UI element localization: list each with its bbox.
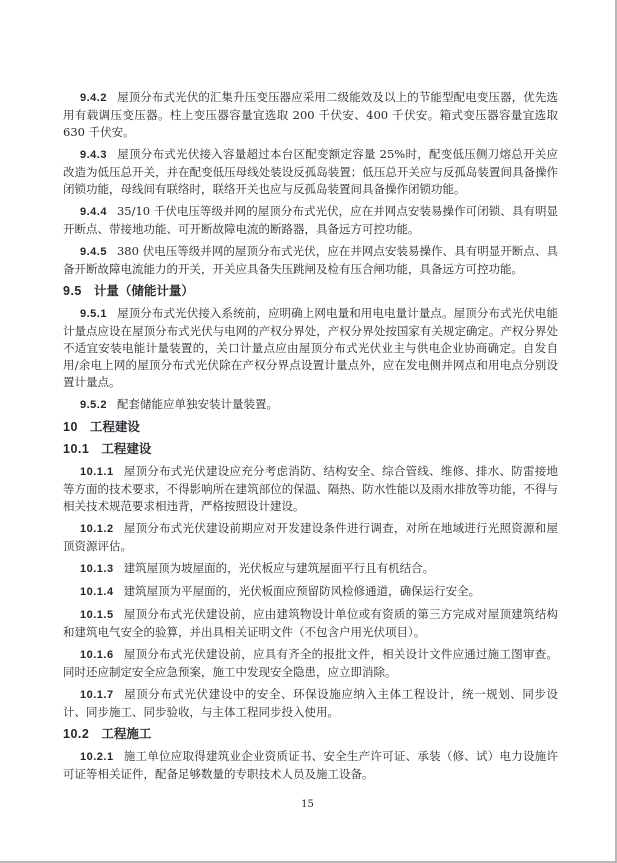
- section-number: 9.5.2: [80, 399, 107, 411]
- section-number: 10.2: [63, 727, 90, 741]
- section-text: 工程建设: [101, 442, 152, 456]
- page-number: 15: [301, 799, 314, 810]
- section-number: 10.1: [63, 442, 90, 456]
- section-number: 10.1.2: [80, 523, 114, 535]
- section-text: 屋顶分布式光伏的汇集升压变压器应采用二级能效及以上的节能型配电变压器，优先选用有载调压变压器。柱上变压器容量宜选取 200 千伏安、400 千伏安。箱式变压器容量宜选取 630 千伏安。: [63, 90, 558, 139]
- section-text: 屋顶分布式光伏建设前期应对开发建设条件进行调查，对所在地域进行光照资源和屋顶资源评估。: [63, 521, 558, 553]
- clause-paragraph: [63, 396, 558, 414]
- section-heading: [63, 283, 558, 300]
- section-text: 屋顶分布式光伏接入容量超过本台区配变额定容量 25%时，配变低压侧刀熔总开关应改造为低压总开关，并在配变低压母线处装设反孤岛装置；低压总开关应与反孤岛装置间具备操作闭锁功能，母线间有联络时，联络开关也应与反孤岛装置间具备操作闭锁功能。: [63, 147, 558, 196]
- section-text: 计量（储能计量）: [93, 284, 194, 298]
- section-number: 10.1.1: [80, 466, 114, 478]
- section-heading: [63, 726, 558, 743]
- section-text: 屋顶分布式光伏接入系统前，应明确上网电量和用电电量计量点。屋顶分布式光伏电能计量点应设在屋顶分布式光伏与电网的产权分界处，产权分界处按国家有关规定确定。产权分界处不适宜安装电能计量装置的，关口计量点应由屋顶分布式光伏业主与供电企业协商确定。自发自用/余电上网的屋顶分布式光伏除在产权分界点设置计量点外，应在发电侧并网点和用电点分别设置计量点。: [63, 306, 558, 389]
- section-number: 9.5: [63, 284, 82, 298]
- section-heading: [63, 419, 558, 436]
- clause-paragraph: [63, 606, 558, 641]
- document-body: [63, 89, 558, 783]
- section-number: 9.4.5: [80, 246, 107, 258]
- section-number: 10.1.6: [80, 649, 114, 661]
- section-text: 屋顶分布式光伏建设前，应具有齐全的报批文件，相关设计文件应通过施工图审查。同时还应制定安全应急预案，施工中发现安全隐患，应立即消除。: [63, 647, 558, 679]
- clause-paragraph: [63, 89, 558, 141]
- clause-paragraph: [63, 748, 558, 783]
- section-text: 建筑屋顶为平屋面的，光伏板面应预留防风检修通道，确保运行安全。: [123, 584, 481, 598]
- clause-paragraph: [63, 463, 558, 515]
- section-number: 10.1.5: [80, 609, 114, 621]
- section-heading: [63, 441, 558, 458]
- section-number: 10.1.3: [80, 563, 114, 575]
- section-text: 工程施工: [101, 727, 152, 741]
- clause-paragraph: [63, 203, 558, 238]
- clause-paragraph: [63, 646, 558, 681]
- clause-paragraph: [63, 520, 558, 555]
- clause-paragraph: [63, 686, 558, 721]
- section-text: 屋顶分布式光伏建设前，应由建筑物设计单位或有资质的第三方完成对屋顶建筑结构和建筑电气安全的验算，并出具相关证明文件（不包含户用光伏项目）。: [63, 607, 558, 639]
- section-number: 10.1.4: [80, 586, 114, 598]
- section-text: 施工单位应取得建筑业企业资质证书、安全生产许可证、承装（修、试）电力设施许可证等相关证件，配备足够数量的专职技术人员及施工设备。: [63, 749, 558, 781]
- section-text: 工程建设: [89, 420, 140, 434]
- clause-paragraph: [63, 560, 558, 578]
- clause-paragraph: [63, 243, 558, 278]
- clause-paragraph: [63, 146, 558, 198]
- section-number: 10: [63, 420, 78, 434]
- section-text: 建筑屋顶为坡屋面的，光伏板应与建筑屋面平行且有机结合。: [123, 561, 435, 575]
- section-text: 配套储能应单独安装计量装置。: [116, 397, 278, 411]
- section-number: 9.4.3: [80, 149, 107, 161]
- section-number: 9.5.1: [80, 308, 107, 320]
- section-number: 10.1.7: [80, 689, 114, 701]
- clause-paragraph: [63, 305, 558, 391]
- section-text: 屋顶分布式光伏建设应充分考虑消防、结构安全、综合管线、维修、排水、防雷接地等方面的技术要求，不得影响所在建筑部位的保温、隔热、防水性能以及雨水排放等功能，不得与相关技术规范要求相违背，严格按照设计建设。: [63, 464, 558, 513]
- section-number: 9.4.4: [80, 206, 107, 218]
- section-text: 35/10 千伏电压等级并网的屋顶分布式光伏，应在并网点安装易操作可闭锁、具有明显开断点、带接地功能、可开断故障电流的断路器，具备远方可控功能。: [63, 204, 558, 236]
- clause-paragraph: [63, 583, 558, 601]
- section-text: 380 伏电压等级并网的屋顶分布式光伏，应在并网点安装易操作、具有明显开断点、具备开断故障电流能力的开关，开关应具备失压跳闸及检有压合闸功能，具备远方可控功能。: [63, 244, 558, 276]
- section-number: 10.2.1: [80, 751, 114, 763]
- section-number: 9.4.2: [80, 92, 107, 104]
- section-text: 屋顶分布式光伏建设中的安全、环保设施应纳入主体工程设计，统一规划、同步设计、同步施工、同步验收，与主体工程同步投入使用。: [63, 687, 558, 719]
